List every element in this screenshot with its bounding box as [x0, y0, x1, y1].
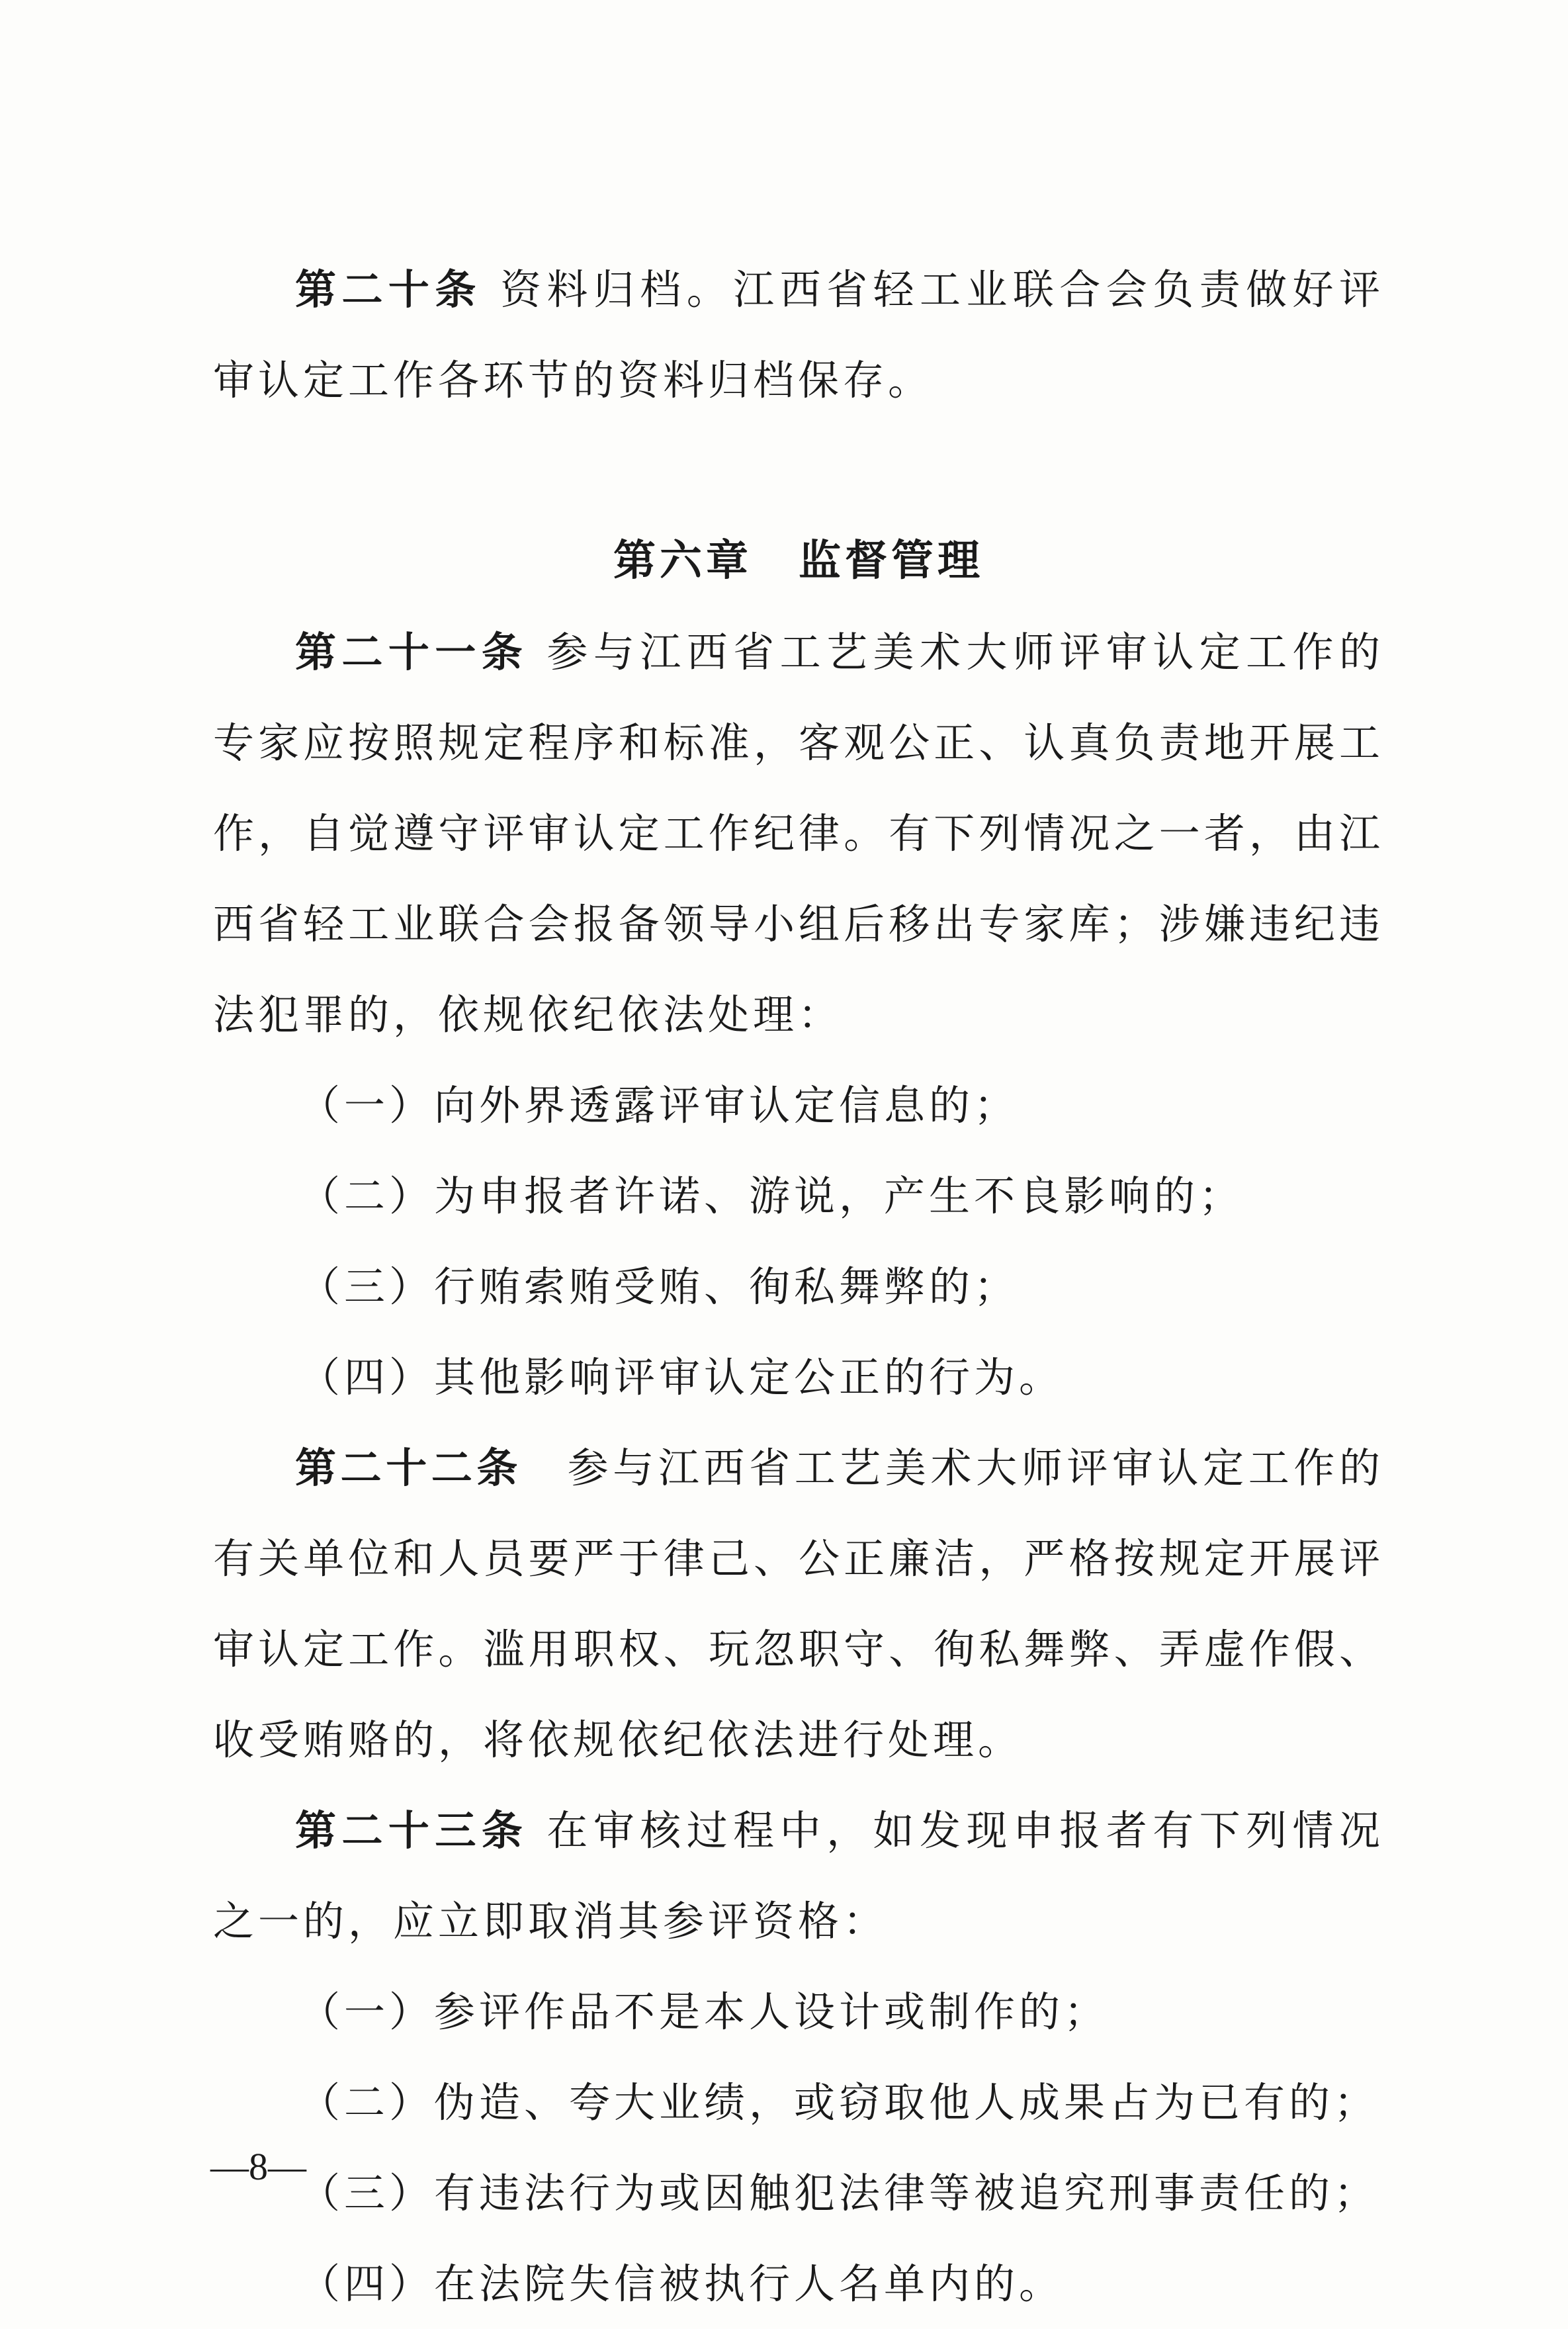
article-number: 第二十一条 — [295, 628, 529, 676]
list-item: （三）行贿索贿受贿、徇私舞弊的； — [299, 1262, 1020, 1311]
list-item: （三）有违法行为或因触犯法律等被追究刑事责任的； — [299, 2169, 1379, 2217]
list-item: （四）在法院失信被执行人名单内的。 — [299, 2260, 1065, 2308]
page-number: —8— — [210, 2145, 306, 2188]
article-text: 在审核过程中，如发现申报者有下列情况之一的，应立即取消其参评资格： — [213, 1806, 1384, 1945]
chapter-heading: 第六章 监督管理 — [613, 537, 984, 586]
article-20 — [213, 244, 1384, 425]
page-body — [213, 244, 1384, 2329]
article-number: 第二十二条 — [295, 1444, 523, 1492]
list-item: （二）伪造、夸大业绩，或窃取他人成果占为已有的； — [299, 2078, 1379, 2127]
list-item: （四）其他影响评审认定公正的行为。 — [299, 1353, 1065, 1401]
section-gap — [213, 425, 1384, 516]
article-number: 第二十三条 — [295, 1806, 529, 1855]
article-22 — [213, 1423, 1384, 1785]
article-text: 参与江西省工艺美术大师评审认定工作的有关单位和人员要严于律己、公正廉洁，严格按规定开展评审认定工作。滥用职权、玩忽职守、徇私舞弊、弄虚作假、收受贿赂的，将依规依纪依法进行处理。 — [213, 1444, 1384, 1764]
article-text: 参与江西省工艺美术大师评审认定工作的专家应按照规定程序和标准，客观公正、认真负责地开展工作，自觉遵守评审认定工作纪律。有下列情况之一者，由江西省轻工业联合会报备领导小组后移出专家库；涉嫌违纪违法犯罪的，依规依纪依法处理： — [213, 628, 1384, 1039]
list-item: （二）为申报者许诺、游说，产生不良影响的； — [299, 1172, 1244, 1220]
list-item: （一）向外界透露评审认定信息的； — [299, 1081, 1020, 1129]
article-23 — [213, 1785, 1384, 1966]
article-text: 资料归档。江西省轻工业联合会负责做好评审认定工作各环节的资料归档保存。 — [213, 265, 1384, 404]
article-number: 第二十条 — [295, 265, 482, 314]
article-21 — [213, 607, 1384, 1060]
list-item: （一）参评作品不是本人设计或制作的； — [299, 1988, 1110, 2036]
